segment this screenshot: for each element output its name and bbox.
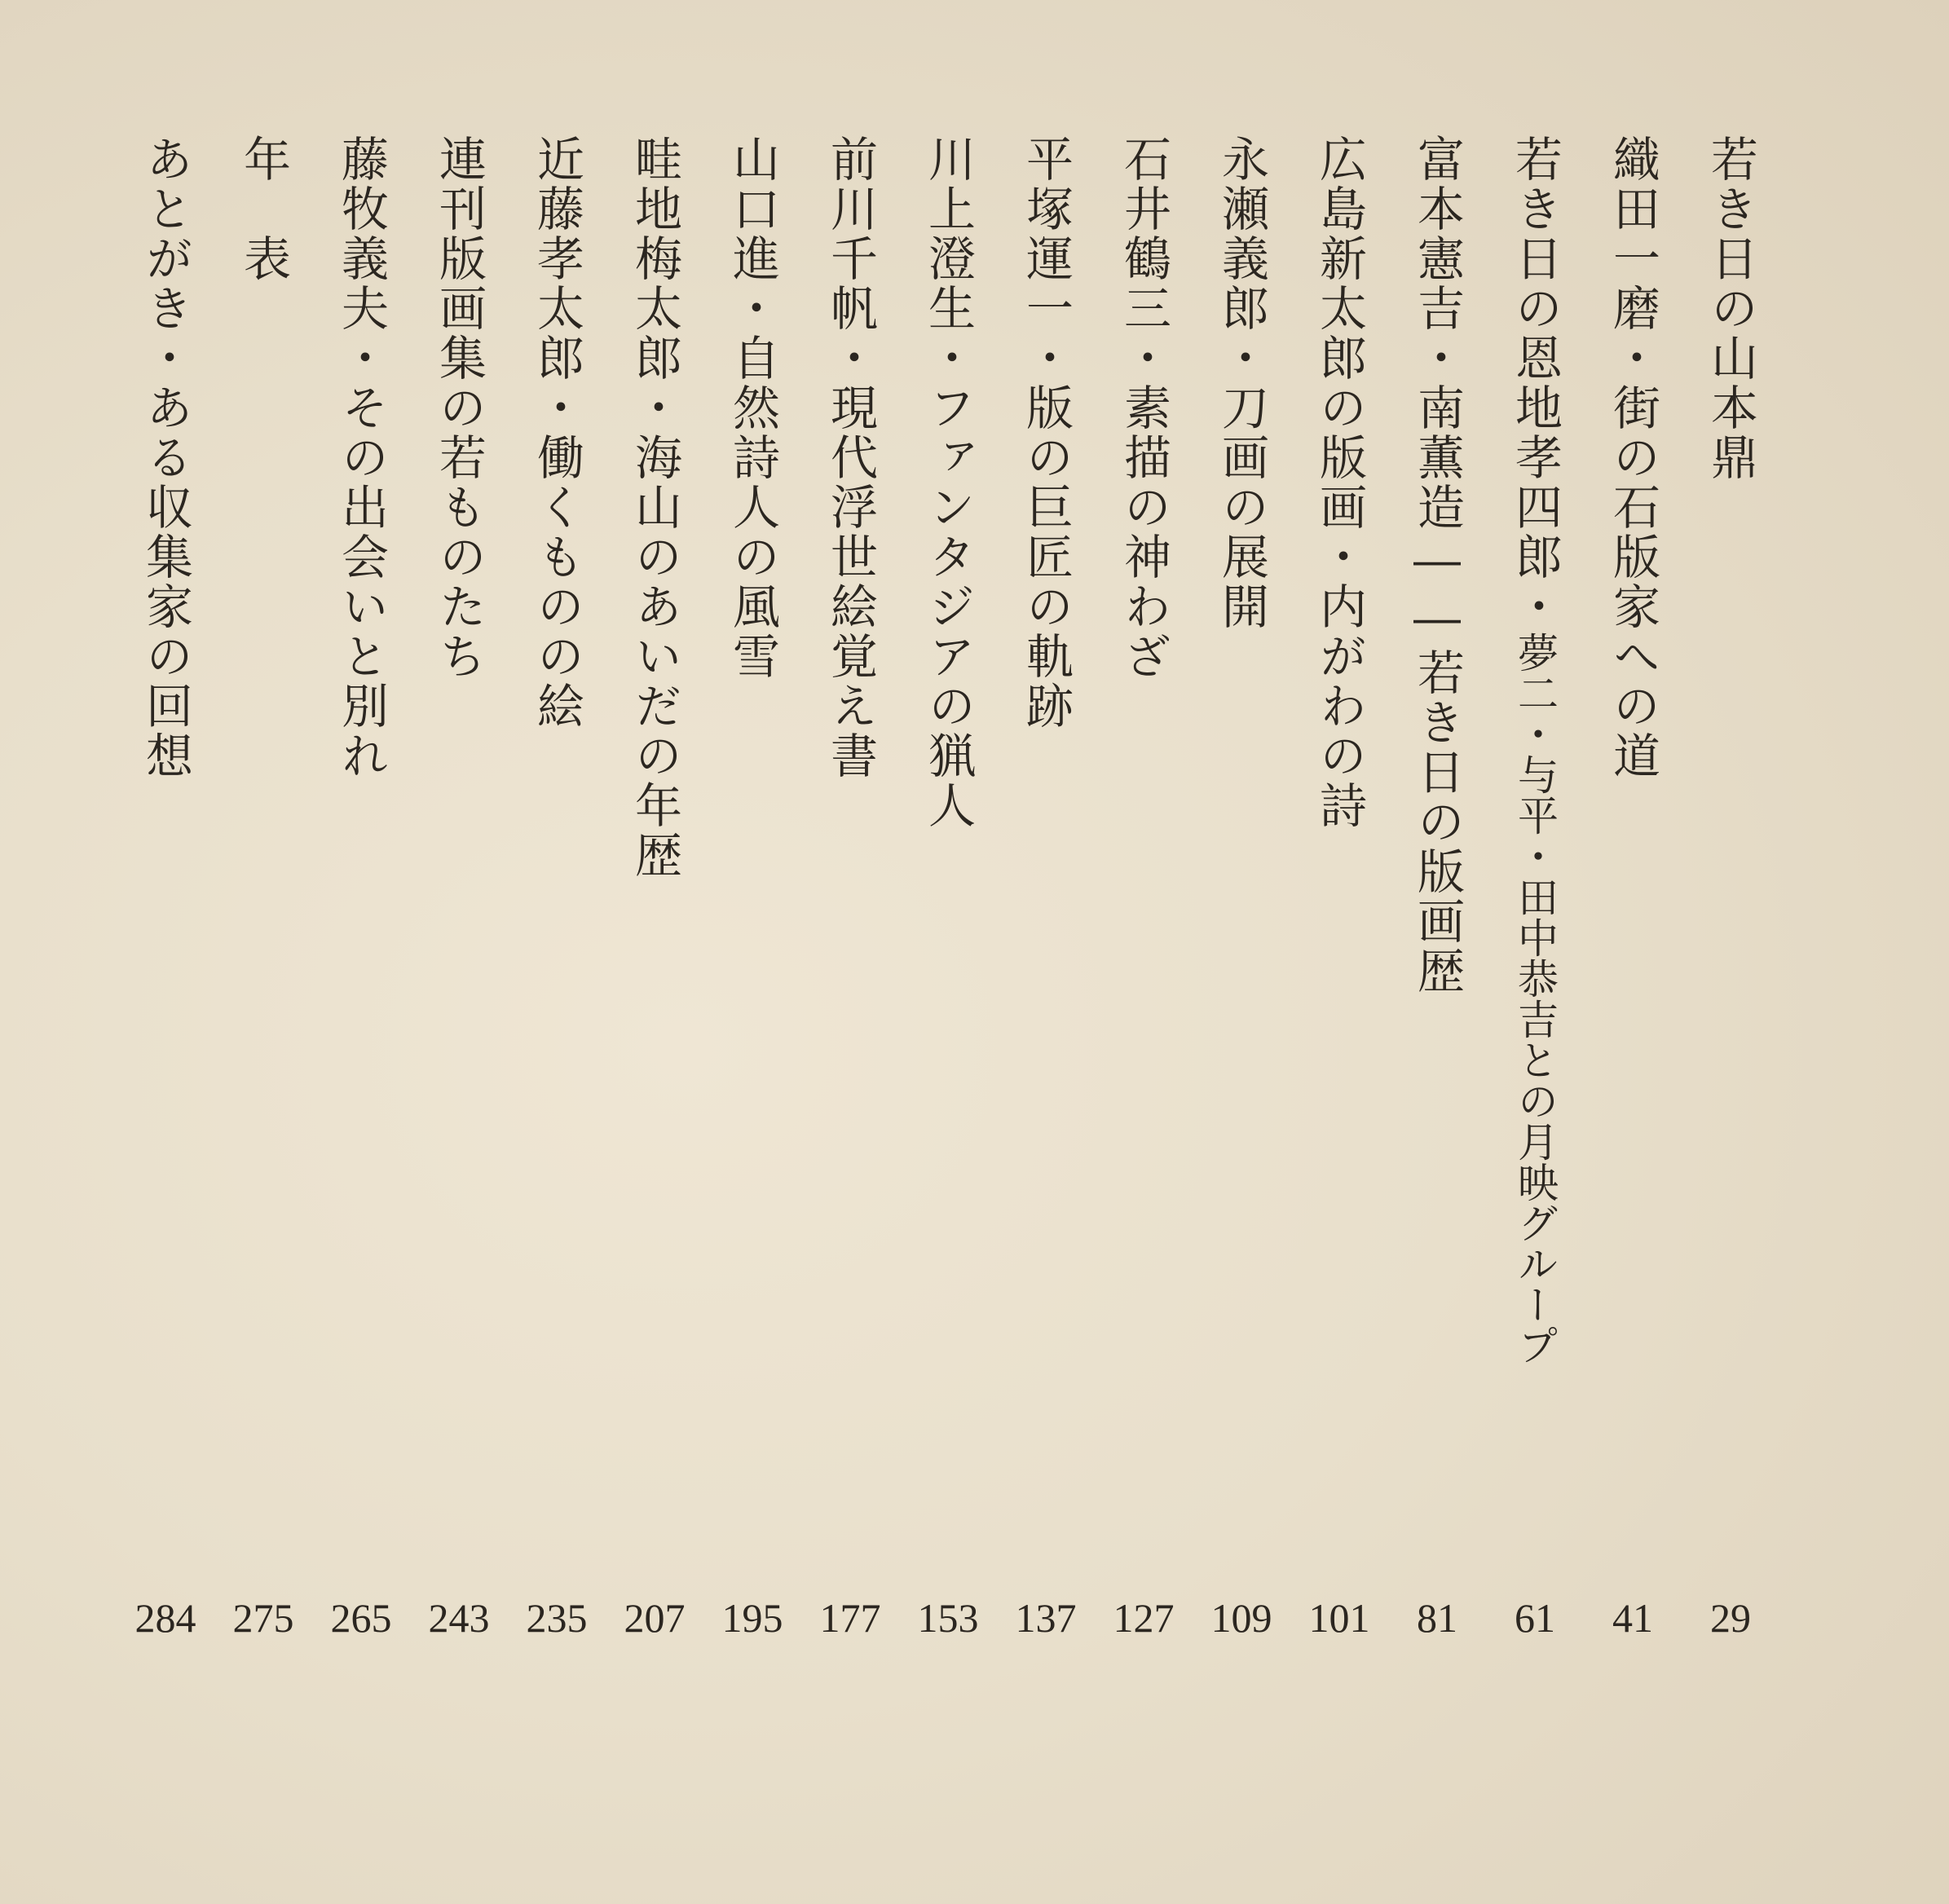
entry-page-number: 29: [1710, 1595, 1751, 1641]
entry-page-number: 41: [1612, 1595, 1653, 1641]
entry-title: 山口進・自然詩人の風雪: [725, 134, 780, 681]
entry-page-number: 284: [134, 1595, 196, 1641]
entry-page-number: 109: [1210, 1595, 1272, 1641]
entry-page-number: 243: [428, 1595, 490, 1641]
entry-title: 永瀬義郎・刀画の展開: [1214, 134, 1269, 632]
toc-entry[interactable]: [1205, 0, 1278, 1904]
toc-entry[interactable]: [716, 0, 789, 1904]
toc-entry[interactable]: [227, 0, 300, 1904]
entry-title: 藤牧義夫・その出会いと別れ: [333, 134, 389, 781]
entry-page-number: 207: [624, 1595, 686, 1641]
entry-page-number: 265: [330, 1595, 392, 1641]
toc-entry[interactable]: [1498, 0, 1572, 1904]
entry-title: 川上澄生・ファンタジアの猟人: [920, 134, 976, 831]
entry-page-number: 101: [1308, 1595, 1370, 1641]
entry-page-number: 81: [1417, 1595, 1457, 1641]
entry-title: 広島新太郎の版画・内がわの詩: [1312, 134, 1367, 831]
entry-title: 織田一磨・街の石版家への道: [1605, 134, 1660, 781]
entry-page-number: 275: [232, 1595, 294, 1641]
entry-title: 前川千帆・現代浮世絵覚え書: [822, 134, 878, 781]
entry-page-number: 127: [1113, 1595, 1175, 1641]
entry-title: 年 表: [236, 134, 291, 284]
toc-entry[interactable]: [422, 0, 496, 1904]
entry-title: 連刊版画集の若ものたち: [431, 134, 487, 681]
toc-entry[interactable]: [1107, 0, 1180, 1904]
entry-title: 近藤孝太郎・働くものの絵: [529, 134, 584, 731]
entry-title: 平塚運一・版の巨匠の軌跡: [1018, 134, 1074, 731]
toc-entry[interactable]: [1009, 0, 1083, 1904]
toc-entry[interactable]: [1694, 0, 1767, 1904]
toc-entry[interactable]: [814, 0, 887, 1904]
toc-entry[interactable]: [1400, 0, 1474, 1904]
entry-title: 畦地梅太郎・海山のあいだの年歴: [627, 134, 682, 880]
entry-subtitle: 夢二・与平・田中恭吉との月映グループ: [1511, 632, 1559, 1365]
toc-entry[interactable]: [129, 0, 202, 1904]
toc-entry[interactable]: [911, 0, 985, 1904]
entry-title: [1498, 134, 1572, 1365]
entry-page-number: 195: [721, 1595, 783, 1641]
toc-entry[interactable]: [324, 0, 398, 1904]
entry-title: あとがき・ある収集家の回想: [138, 134, 193, 781]
entry-page-number: 235: [526, 1595, 588, 1641]
entry-page-number: 137: [1015, 1595, 1077, 1641]
entry-title: 若き日の山本鼎: [1703, 134, 1758, 483]
entry-page-number: 61: [1515, 1595, 1555, 1641]
entry-title: 富本憲吉・南薫造――若き日の版画歴: [1409, 134, 1465, 996]
entry-title-main: 若き日の恩地孝四郎・: [1507, 134, 1563, 632]
toc-entry[interactable]: [1303, 0, 1376, 1904]
toc-entry[interactable]: [1596, 0, 1669, 1904]
toc-entry[interactable]: [618, 0, 691, 1904]
entry-page-number: 177: [819, 1595, 881, 1641]
entry-title: 石井鶴三・素描の神わざ: [1116, 134, 1171, 681]
toc-entry[interactable]: [520, 0, 593, 1904]
entry-page-number: 153: [917, 1595, 979, 1641]
